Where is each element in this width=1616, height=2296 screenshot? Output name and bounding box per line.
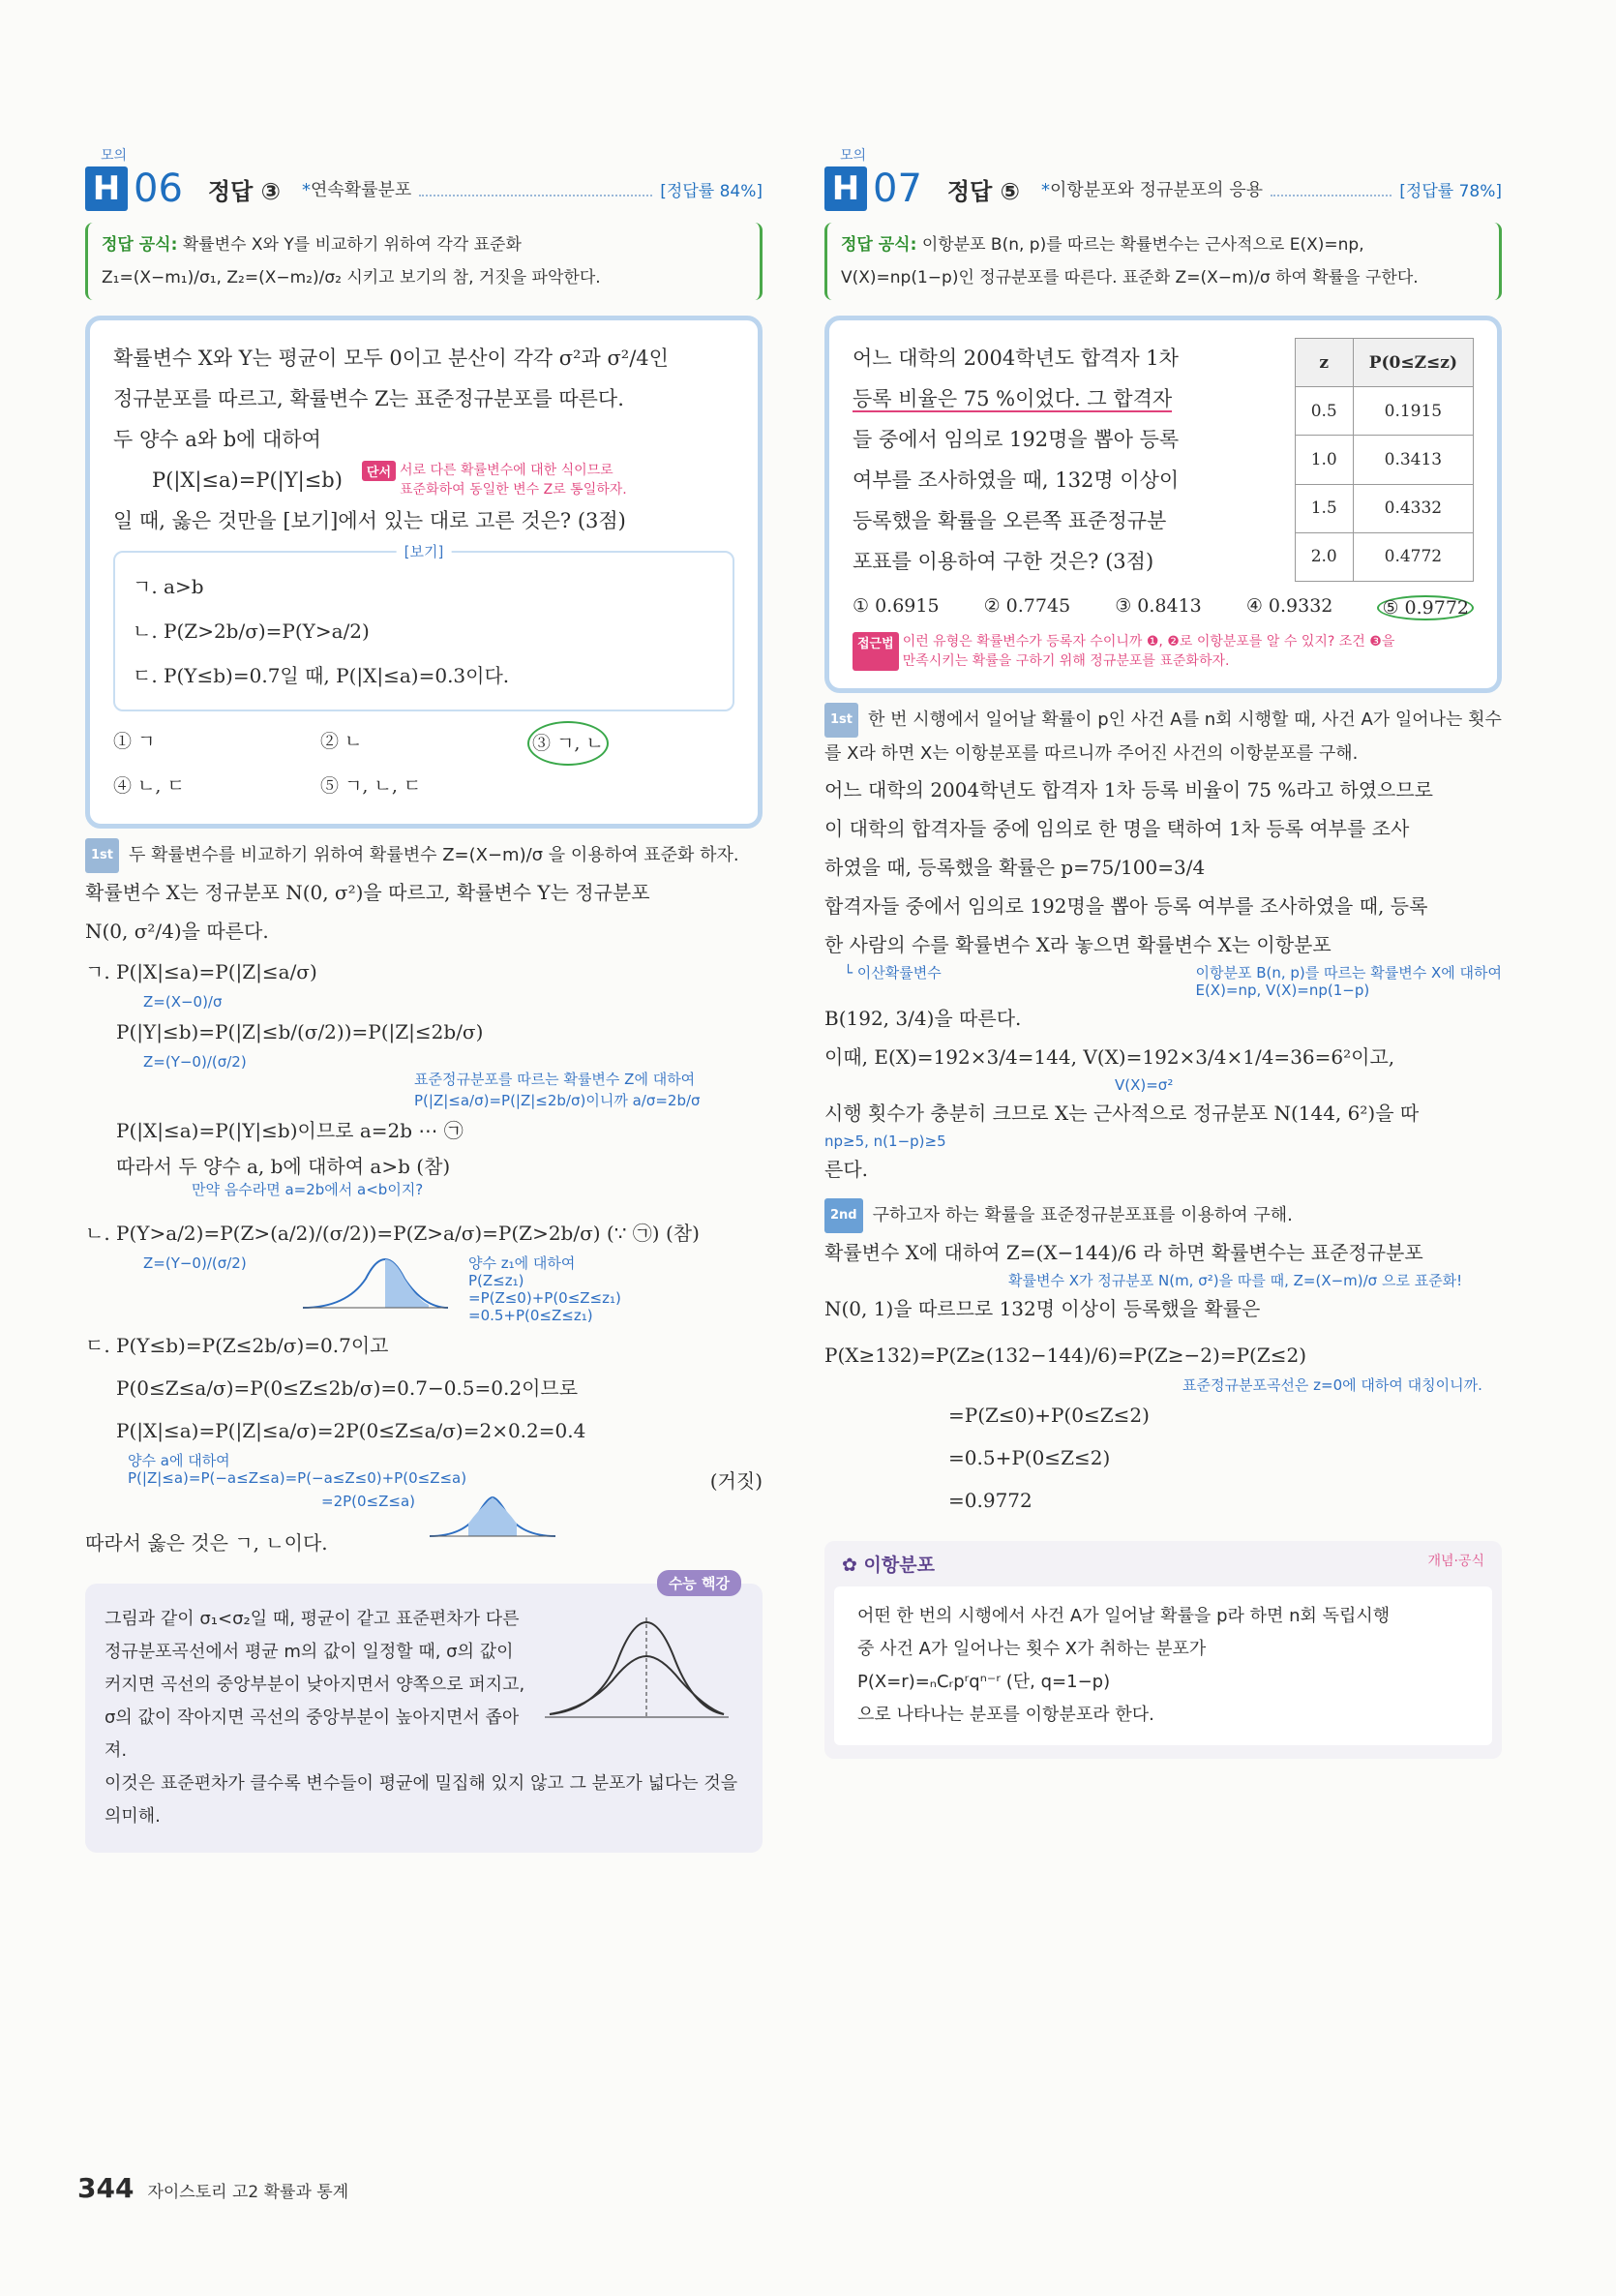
step-tag: 1st xyxy=(85,838,119,873)
question-line: 일 때, 옳은 것만을 [보기]에서 있는 대로 고른 것은? (3점) xyxy=(113,509,626,532)
answer-label: 정답 ③ xyxy=(207,177,281,205)
solution-line: 합격자들 중에서 임의로 192명을 뽑아 등록 여부를 조사하였을 때, 등록 xyxy=(824,894,1428,918)
solution-d5-row: =2P(0≤Z≤a) xyxy=(85,1493,763,1541)
left-column: 모의 H 06 정답 ③ *연속확률분포 [정답률 84%] 정답 공식: 확률변수 X와 Y를 비교하기 위하여 각각 표준화 Z₁=(X−m₁)/σ₁, Z₂=(X−m₂)/σ₂ 시키고 보기의 참, 거짓을 파악한다. 확률변수 X와 Y는 평균이 모두 0이고 분산이 각각 σ²과 σ²/4인 정규분포를 따르고, 확률변수 Z는 표준정규분포를 따른다. 두 양수 a와 b에 대하여 P(|X|≤a)=P(|Y|≤b) 단서 서로 다른 확률변수에 대한 식이므로 표준화하여 동일한 변수 Z로 통일하자. 일 때, 옳은 것만을 [보기]에서 있는 대로 고른 것은? (3점) [보기] ㄱ. a>b ㄴ. P(Z>2b/σ)=P(Y>a/2) ㄷ. P(Y≤b)=0.7일 때, P(|X|≤a)=0.3이다. ① ㄱ ② ㄴ ③ ㄱ, ㄴ ④ ㄴ, ㄷ ⑤ ㄱ, ㄴ, ㄷ 1st 두 확률변수를 비교하기 위하여 확률변수 Z=(X−m)/σ 을 이용하여 표준화 하자. 확률변수 X는 정규분포 N(0, σ²)을 따르고, 확률변수 Y는 정규분포 N(0, σ²/4)을 따른다. ㄱ. P(|X|≤a)=P(|Z|≤a/σ) Z=(X−0)/σ P(|Y|≤b)=P(|Z|≤b/(σ/2))=P(|Z|≤2b/σ) Z=(Y−0)/(σ/2) 표준정규분포를 따르는 확률변수 Z에 대하여 P(|Z|≤a/σ)=P(|Z|≤2b/σ)이니까 a/σ=2b/σ P(|X|≤a)=P(|Y|≤b)이므로 a=2b ⋯ ㉠ 따라서 두 양수 a, b에 대하여 a>b (참) 만약 음수라면 a=2b에서 a<b이지? ㄴ. P(Y>a/2)=P(Z>(a/2)/(σ/2))=P(Z>a/σ)=P(Z>2b/σ) (∵ ㉠) (참) Z=(Y−0)/(σ/2) 양수 z₁에 대하여 P(Z≤z₁) =P(Z≤0)+P(0≤Z≤z₁) =0.5+P(0≤Z≤z₁) ㄷ. P(Y≤b)=P(Z≤2b/σ)=0.7이고 P(0≤Z≤a/σ)=P(0≤Z≤2b/σ)=0.7−0.5=0.2이므로 P(|X|≤a)=P(|Z|≤a/σ)=2P(0≤Z≤a/σ)=2×0.2=0.4 양수 a에 대하여 P(|Z|≤a)=P(−a≤Z≤a)=P(−a≤Z≤0)+P(0≤Z≤a) (거짓) =2P(0≤Z≤a) 따라서 옳은 것은 ㄱ, ㄴ이다. 수능 핵강 그림과 같이 σ₁<σ₂일 때, 평균이 같고 표준편차가 다른 정규분포곡선에서 평균 m의 값이 일정할 때, σ의 값이 커지면 곡선의 중앙부분이 낮아지면서 양쪽으로 퍼지고, σ의 값이 작아지면 곡선의 중앙부분이 높아지면서 좁아져. 이것은 표준편차가 클수록 변수들이 평균에 밀집해 있지 않고 그 분포가 넓다는 것을 의미해. xyxy=(85,145,763,1853)
z-table-cell: 1.5 xyxy=(1295,484,1353,532)
tip-text: 그림과 같이 σ₁<σ₂일 때, 평균이 같고 표준편차가 다른 정규분포곡선에서 평균 m의 값이 일정할 때, σ의 값이 커지면 곡선의 중앙부분이 낮아지면서 양쪽으로 퍼지고, σ의 값이 작아지면 곡선의 중앙부분이 높아지면서 좁아져. xyxy=(105,1609,525,1761)
tip-row xyxy=(105,1603,743,1767)
selected-choice: ③ ㄱ, ㄴ xyxy=(527,721,609,766)
condition-equation: P(|X|≤a)=P(|Y|≤b) xyxy=(152,468,343,492)
solution-line: 어느 대학의 2004학년도 합격자 1차 등록 비율이 75 %라고 하였으므로 xyxy=(824,778,1433,801)
concept-header xyxy=(824,1541,1502,1586)
h-badge: H xyxy=(824,166,867,211)
z-table-cell: 0.1915 xyxy=(1353,387,1473,436)
question-box xyxy=(824,316,1502,693)
step-1: 1st 한 번 시행에서 일어날 확률이 p인 사건 A를 n회 시행할 때, 사건 A가 일어나는 횟수를 X라 하면 X는 이항분포를 따르니까 주어진 사건의 이항분포를 구해. xyxy=(824,703,1502,770)
solution-g1: ㄱ. P(|X|≤a)=P(|Z|≤a/σ) xyxy=(85,960,317,983)
bogi-item: ㄱ. a>b xyxy=(133,575,204,598)
bogi-title: [보기] xyxy=(397,541,452,561)
answer-label: 정답 ⑤ xyxy=(946,177,1020,205)
question-row xyxy=(853,338,1474,582)
question-line: 등록 비율은 75 %이었다. 그 합격자 xyxy=(853,387,1173,410)
solution-d2: P(0≤Z≤a/σ)=P(0≤Z≤2b/σ)=0.7−0.5=0.2이므로 xyxy=(116,1376,579,1400)
solution-line: 시행 횟수가 충분히 크므로 X는 근사적으로 정규분포 N(144, 6²)을 따 xyxy=(824,1102,1420,1125)
question-text xyxy=(853,338,1220,582)
concept-sub: 개념·공식 xyxy=(1427,1554,1484,1569)
solution-line: N(0, 1)을 따르므로 132명 이상이 등록했을 확률은 xyxy=(824,1297,1261,1320)
formula-label: 정답 공식: xyxy=(841,235,917,255)
solution-line: B(192, 3/4)을 따른다. xyxy=(824,1007,1022,1030)
bogi-item: ㄷ. P(Y≤b)=0.7일 때, P(|X|≤a)=0.3이다. xyxy=(133,664,510,687)
concept-body: 어떤 한 번의 시행에서 사건 A가 일어날 확률을 p라 하면 n회 독립시행 중 사건 A가 일어나는 횟수 X가 취하는 분포가 P(X=r)=ₙCᵣpʳqⁿ⁻ʳ (단, q=1−p) 으로 나타나는 분포를 이항분포라 한다. xyxy=(834,1586,1492,1745)
concept-title: ✿ 이항분포 xyxy=(842,1555,935,1576)
choice-1[interactable]: ① ㄱ xyxy=(113,731,156,752)
star-icon: * xyxy=(301,180,311,200)
step-tag: 1st xyxy=(824,703,858,738)
solution-d1: ㄷ. P(Y≤b)=P(Z≤2b/σ)=0.7이고 xyxy=(85,1334,389,1357)
section-label: 모의 xyxy=(101,148,128,164)
choice-2[interactable]: ② 0.7745 xyxy=(983,595,1071,617)
z-table-cell: 0.5 xyxy=(1295,387,1353,436)
solution-equation: =P(Z≤0)+P(0≤Z≤2) xyxy=(948,1404,1150,1427)
z-table-cell: 0.4332 xyxy=(1353,484,1473,532)
z-table-cell: 1.0 xyxy=(1295,436,1353,484)
correct-rate: [정답률 84%] xyxy=(660,181,763,201)
answer-formula: 정답 공식: 확률변수 X와 Y를 비교하기 위하여 각각 표준화 Z₁=(X−m₁)/σ₁, Z₂=(X−m₂)/σ₂ 시키고 보기의 참, 거짓을 파악한다. xyxy=(85,223,763,300)
bogi-item: ㄴ. P(Z>2b/σ)=P(Y>a/2) xyxy=(133,619,370,643)
choice-4[interactable]: ④ ㄴ, ㄷ xyxy=(113,775,185,797)
solution-n1: ㄴ. P(Y>a/2)=P(Z>(a/2)/(σ/2))=P(Z>a/σ)=P(Z>2b/σ) (∵ ㉠) (참) xyxy=(85,1222,700,1245)
normal-curve-icon xyxy=(425,1493,560,1541)
solution-d4-row: P(|Z|≤a)=P(−a≤Z≤a)=P(−a≤Z≤0)+P(0≤Z≤a) (거짓) xyxy=(128,1469,763,1493)
z-table-header: z xyxy=(1295,339,1353,387)
question-line: 확률변수 X와 Y는 평균이 모두 0이고 분산이 각각 σ²과 σ²/4인 xyxy=(113,347,669,370)
question-line: 등록했을 확률을 오른쪽 표준정규분 xyxy=(853,509,1167,532)
choice-3[interactable]: ③ 0.8413 xyxy=(1115,595,1202,617)
tip-badge: 수능 핵강 xyxy=(657,1570,741,1596)
choice-5[interactable]: ⑤ ㄱ, ㄴ, ㄷ xyxy=(320,775,422,797)
solution-g2: P(|Y|≤b)=P(|Z|≤b/(σ/2))=P(|Z|≤2b/σ) xyxy=(116,1020,484,1043)
solution-line: 하였을 때, 등록했을 확률은 p=75/100=3/4 xyxy=(824,856,1206,879)
bogi-box xyxy=(113,543,734,711)
choices xyxy=(853,595,1474,620)
condition-row xyxy=(113,460,734,500)
choice-2[interactable]: ② ㄴ xyxy=(320,731,363,752)
answer-formula: 정답 공식: 이항분포 B(n, p)를 따르는 확률변수는 근사적으로 E(X)=np, V(X)=np(1−p)인 정규분포를 따른다. 표준화 Z=(X−m)/σ 하여 확률을 구한다. xyxy=(824,223,1502,300)
question-line: 들 중에서 임의로 192명을 뽑아 등록 xyxy=(853,428,1180,451)
right-column: 모의 H 07 정답 ⑤ *이항분포와 정규분포의 응용 [정답률 78%] 정답 공식: 이항분포 B(n, p)를 따르는 확률변수는 근사적으로 E(X)=np, V(X)=np(1−p)인 정규분포를 따른다. 표준화 Z=(X−m)/σ 하여 확률을 구한다. 어느 대학의 2004학년도 합격자 1차 등록 비율은 75 %이었다. 그 합격자 들 중에서 임의로 192명을 뽑아 등록 여부를 조사하였을 때, 132명 이상이 등록했을 확률을 오른쪽 표준정규분 포표를 이용하여 구한 것은? (3점) z P(0≤Z≤z) 0.5 0.1915 1.0 0.3413 1.5 0.4332 2.0 0.4772 ① 0.6915 ② 0.7745 ③ 0.8413 ④ 0.9332 ⑤ 0.9772 접근법 이런 유형은 확률변수가 등록자 수이니까 ❶, ❷로 이항분포를 알 수 있지? 조건 ❸을 만족시키는 확률을 구하기 위해 정규분포를 표준화하자. 1st 한 번 시행에서 일어날 확률이 p인 사건 A를 n회 시행할 때, 사건 A가 일어나는 횟수를 X라 하면 X는 이항분포를 따르니까 주어진 사건의 이항분포를 구해. 어느 대학의 2004학년도 합격자 1차 등록 비율이 75 %라고 하였으므로 이 대학의 합격자들 중에 임의로 한 명을 택하여 1차 등록 여부를 조사 하였을 때, 등록했을 확률은 p=75/100=3/4 합격자들 중에서 임의로 192명을 뽑아 등록 여부를 조사하였을 때, 등록 한 사람의 수를 확률변수 X라 놓으면 확률변수 X는 이항분포 └ 이산확률변수 이항분포 B(n, p)를 따르는 확률변수 X에 대하여 E(X)=np, V(X)=np(1−p) B(192, 3/4)을 따른다. 이때, E(X)=192×3/4=144, V(X)=192×3/4×1/4=36=6²이고, V(X)=σ² 시행 횟수가 충분히 크므로 X는 근사적으로 정규분포 N(144, 6²)을 따 np≥5, n(1−p)≥5 른다. 2nd 구하고자 하는 확률을 표준정규분포표를 이용하여 구해. 확률변수 X에 대하여 Z=(X−144)/6 라 하면 확률변수는 표준정규분포 확률변수 X가 정규분포 N(m, σ²)을 따를 때, Z=(X−m)/σ 으로 표준화! N(0, 1)을 따르므로 132명 이상이 등록했을 확률은 P(X≥132)=P(Z≥(132−144)/6)=P(Z≥−2)=P(Z≤2) 표준정규분포곡선은 z=0에 대하여 대칭이니까. =P(Z≤0)+P(0≤Z≤2) =0.5+P(0≤Z≤2) =0.9772 ✿ 이항분포 개념·공식 어떤 한 번의 시행에서 사건 A가 일어날 확률을 p라 하면 n회 독립시행 중 사건 A가 일어나는 횟수 X가 취하는 분포가 P(X=r)=ₙCᵣpʳqⁿ⁻ʳ (단, q=1−p) 으로 나타나는 분포를 이항분포라 한다. xyxy=(824,145,1502,1759)
choice-1[interactable]: ① 0.6915 xyxy=(853,595,940,617)
choices xyxy=(113,721,734,806)
solution-g3: P(|X|≤a)=P(|Y|≤b)이므로 a=2b ⋯ ㉠ xyxy=(116,1119,464,1142)
star-icon: * xyxy=(1040,180,1050,200)
question-line: 여부를 조사하였을 때, 132명 이상이 xyxy=(853,468,1180,492)
concept-box xyxy=(824,1541,1502,1759)
section-label: 모의 xyxy=(840,148,867,164)
hint-tag: 단서 xyxy=(362,461,396,481)
solution-equation: =0.5+P(0≤Z≤2) xyxy=(948,1446,1111,1469)
choice-4[interactable]: ④ 0.9332 xyxy=(1245,595,1333,617)
solution-equation: =0.9772 xyxy=(948,1489,1032,1512)
question-line: 포표를 이용하여 구한 것은? (3점) xyxy=(853,550,1154,573)
question-box xyxy=(85,316,763,829)
question-header xyxy=(824,166,1502,211)
question-line: 어느 대학의 2004학년도 합격자 1차 xyxy=(853,347,1179,370)
book-title: 자이스토리 고2 확률과 통계 xyxy=(147,2183,349,2202)
n-side-note: 양수 z₁에 대하여 P(Z≤z₁) =P(Z≤0)+P(0≤Z≤z₁) =0.5+P(0≤Z≤z₁) xyxy=(468,1254,621,1324)
normal-curves-icon xyxy=(540,1603,733,1738)
dotted-leader xyxy=(1271,181,1392,196)
solution-line: 른다. xyxy=(824,1158,868,1181)
question-line: 정규분포를 따르고, 확률변수 Z는 표준정규분포를 따른다. xyxy=(113,387,624,410)
z-table xyxy=(1295,338,1474,582)
solution-line: 이 대학의 합격자들 중에 임의로 한 명을 택하여 1차 등록 여부를 조사 xyxy=(824,817,1410,840)
step-1: 1st 두 확률변수를 비교하기 위하여 확률변수 Z=(X−m)/σ 을 이용하여 표준화 하자. xyxy=(85,838,763,873)
solution-line: 확률변수 X는 정규분포 N(0, σ²)을 따르고, 확률변수 Y는 정규분포 xyxy=(85,881,650,904)
h-badge: H xyxy=(85,166,128,211)
question-number: 06 xyxy=(134,166,183,211)
tip-text: 이것은 표준편차가 클수록 변수들이 평균에 밀집해 있지 않고 그 분포가 넓다는 것을 의미해. xyxy=(105,1773,738,1827)
selected-choice: ⑤ 0.9772 xyxy=(1377,595,1474,620)
solution-g4: 따라서 두 양수 a, b에 대하여 a>b (참) xyxy=(116,1155,451,1178)
step-tag: 2nd xyxy=(824,1198,863,1233)
solution-conclusion: 따라서 옳은 것은 ㄱ, ㄴ이다. xyxy=(85,1531,328,1555)
approach-tag: 접근법 xyxy=(853,632,899,671)
correct-rate: [정답률 78%] xyxy=(1399,181,1502,201)
dotted-leader xyxy=(419,181,652,196)
r5-notes: └ 이산확률변수 이항분포 B(n, p)를 따르는 확률변수 X에 대하여 E(X)=np, V(X)=np(1−p) xyxy=(844,964,1502,999)
approach: 접근법 이런 유형은 확률변수가 등록자 수이니까 ❶, ❷로 이항분포를 알 수 있지? 조건 ❸을 만족시키는 확률을 구하기 위해 정규분포를 표준화하자. xyxy=(853,632,1474,671)
page-footer xyxy=(77,2172,348,2204)
solution-n-notes: Z=(Y−0)/(σ/2) 양수 z₁에 대하여 P(Z≤z₁) =P(Z≤0)+P(0≤Z≤z₁) =0.5+P(0≤Z≤z₁) xyxy=(143,1254,621,1324)
z-table-cell: 0.3413 xyxy=(1353,436,1473,484)
solution-line: 이때, E(X)=192×3/4=144, V(X)=192×3/4×1/4=36=6²이고, xyxy=(824,1045,1395,1069)
solution-equation: P(X≥132)=P(Z≥(132−144)/6)=P(Z≥−2)=P(Z≤2) xyxy=(824,1344,1307,1367)
z-table-cell: 0.4772 xyxy=(1353,532,1473,581)
solution-d3: P(|X|≤a)=P(|Z|≤a/σ)=2P(0≤Z≤a/σ)=2×0.2=0.4 xyxy=(116,1419,586,1442)
topic: *이항분포와 정규분포의 응용 xyxy=(1040,180,1264,200)
solution-line: 한 사람의 수를 확률변수 X라 놓으면 확률변수 X는 이항분포 xyxy=(824,933,1332,956)
solution-line: 확률변수 X에 대하여 Z=(X−144)/6 라 하면 확률변수는 표준정규분포 xyxy=(824,1241,1423,1264)
formula-label: 정답 공식: xyxy=(102,235,178,255)
tip-box xyxy=(85,1575,763,1853)
hint: 단서 서로 다른 확률변수에 대한 식이므로 표준화하여 동일한 변수 Z로 통일하자. xyxy=(362,461,627,499)
solution-line: N(0, σ²/4)을 따른다. xyxy=(85,920,269,943)
page-number: 344 xyxy=(77,2172,135,2204)
question-line: 두 양수 a와 b에 대하여 xyxy=(113,428,321,451)
topic: *연속확률분포 xyxy=(301,180,412,200)
choice-3[interactable] xyxy=(527,721,734,766)
choice-5[interactable] xyxy=(1377,595,1474,620)
question-header xyxy=(85,166,763,211)
z-table-cell: 2.0 xyxy=(1295,532,1353,581)
step-2: 2nd 구하고자 하는 확률을 표준정규분포표를 이용하여 구해. xyxy=(824,1198,1502,1233)
normal-curve-icon xyxy=(298,1254,453,1313)
z-table-header: P(0≤Z≤z) xyxy=(1353,339,1473,387)
question-number: 07 xyxy=(873,166,922,211)
